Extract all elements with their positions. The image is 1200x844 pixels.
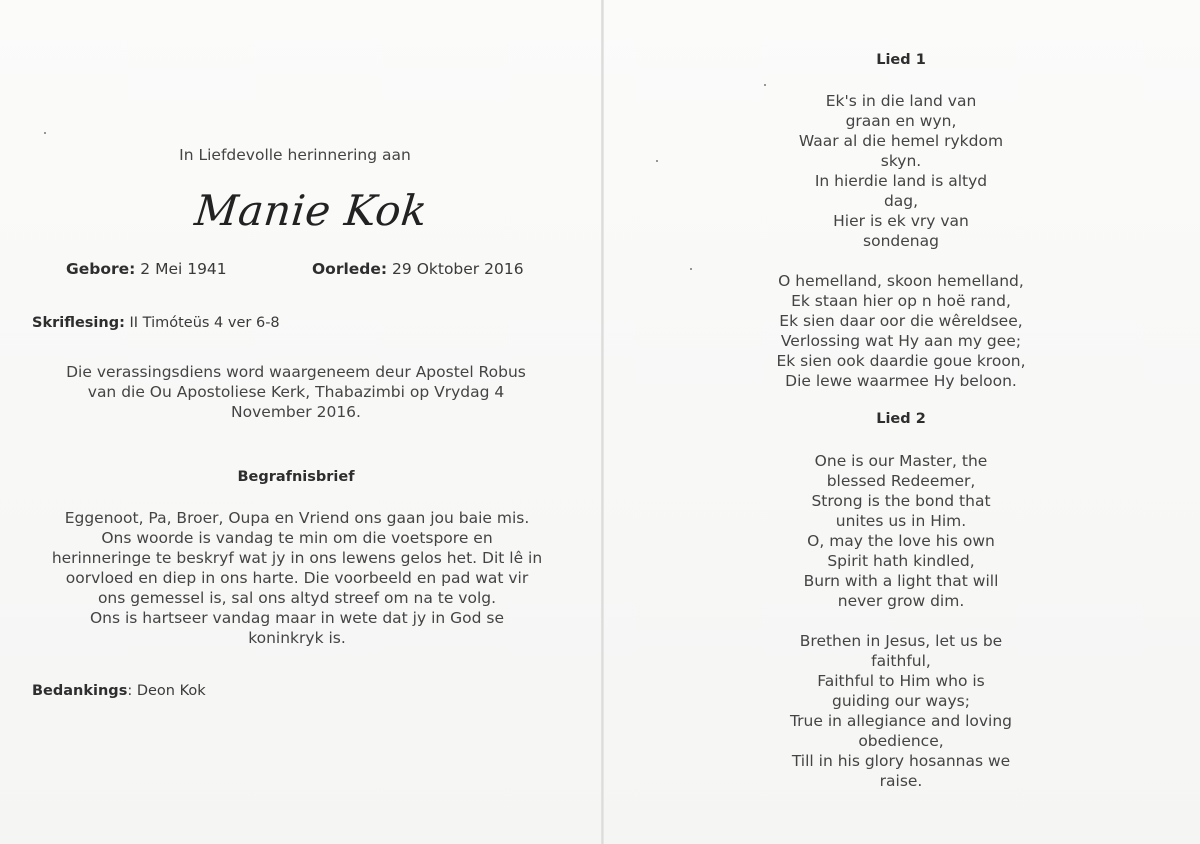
letter-title: Begrafnisbrief (237, 469, 355, 485)
died-date: 29 Oktober 2016 (392, 260, 524, 278)
lyric-line: guiding our ways; (832, 692, 970, 710)
lyric-line: Ek sien ook daardie goue kroon, (776, 352, 1026, 370)
lyric-line: faithful, (871, 652, 931, 670)
lyric-line: Die lewe waarmee Hy beloon. (785, 372, 1017, 390)
letter-line: oorvloed en diep in ons harte. Die voorbeeld en pad wat vir (65, 569, 529, 587)
lyric-line: sondenag (863, 232, 939, 250)
thanks-label: Bedankings (32, 683, 128, 699)
reading-label: Skriflesing: (32, 315, 125, 331)
lyric-line: Strong is the bond that (811, 492, 991, 510)
letter-line: Eggenoot, Pa, Broer, Oupa en Vriend ons gaan jou baie mis. (64, 509, 530, 527)
born-label: Gebore: (66, 260, 136, 278)
lyric-line: unites us in Him. (835, 512, 967, 530)
song1-lyrics (602, 91, 1200, 391)
paper-speck (764, 84, 766, 86)
lyric-line: Ek staan hier op n hoë rand, (791, 292, 1011, 310)
lyric-line: blessed Redeemer, (826, 472, 976, 490)
lyric-line: One is our Master, the (814, 452, 988, 470)
thanks-value: : Deon Kok (127, 683, 206, 699)
song1-title: Lied 1 (876, 52, 926, 68)
paper-speck (656, 160, 658, 162)
lyric-line: Ek's in die land van (825, 92, 977, 110)
song2-title: Lied 2 (876, 411, 926, 427)
birth-info (66, 260, 227, 278)
reading-value: II Timóteüs 4 ver 6-8 (129, 315, 280, 331)
lyric-line: Burn with a light that will (803, 572, 999, 590)
center-fold (601, 0, 604, 844)
lyric-line: Spirit hath kindled, (827, 552, 975, 570)
lyric-line: Waar al die hemel rykdom (798, 132, 1004, 150)
service-line: Die verassingsdiens word waargeneem deur Apostel Robus (66, 363, 526, 381)
died-label: Oorlede: (312, 260, 388, 278)
paper-speck (44, 132, 46, 134)
paper-speck (690, 268, 692, 270)
lyric-line: Till in his glory hosannas we (791, 752, 1011, 770)
lyric-line: skyn. (880, 152, 922, 170)
lyric-line: never grow dim. (837, 592, 965, 610)
deceased-name: Manie Kok (192, 186, 430, 235)
letter-line: herinneringe te beskryf wat jy in ons lewens gelos het. Dit lê in (51, 549, 543, 567)
lyric-line: In hierdie land is altyd (814, 172, 988, 190)
lyric-line: Ek sien daar oor die wêreldsee, (779, 312, 1023, 330)
lyric-line: obedience, (858, 732, 944, 750)
scripture-reading (32, 315, 280, 331)
lyric-line: graan en wyn, (845, 112, 957, 130)
letter-line: Ons woorde is vandag te min om die voetspore en (101, 529, 493, 547)
right-page (602, 0, 1200, 844)
lyric-line: Faithful to Him who is (817, 672, 985, 690)
letter-line: ons gemessel is, sal ons altyd streef om na te volg. (97, 589, 497, 607)
lyric-line: Verlossing wat Hy aan my gee; (780, 332, 1022, 350)
lyric-line: True in allegiance and loving (789, 712, 1013, 730)
lyric-line: raise. (879, 772, 923, 790)
letter-line: Ons is hartseer vandag maar in wete dat jy in God se (89, 609, 505, 627)
verse-gap (602, 611, 1200, 631)
lyric-line: Hier is ek vry van (833, 212, 969, 230)
lyric-line: O, may the love his own (807, 532, 995, 550)
letter-line: koninkryk is. (248, 629, 346, 647)
lyric-line: dag, (883, 192, 919, 210)
intro-text: In Liefdevolle herinnering aan (179, 146, 411, 164)
lyric-line: Brethen in Jesus, let us be (799, 632, 1003, 650)
service-line: November 2016. (231, 403, 361, 421)
song2-lyrics (602, 451, 1200, 791)
letter-body (22, 508, 572, 648)
death-info (312, 260, 524, 278)
service-paragraph (40, 362, 552, 422)
service-line: van die Ou Apostoliese Kerk, Thabazimbi op Vrydag 4 (87, 383, 505, 401)
born-date: 2 Mei 1941 (140, 260, 227, 278)
acknowledgements (32, 683, 206, 699)
lyric-line: O hemelland, skoon hemelland, (778, 272, 1024, 290)
